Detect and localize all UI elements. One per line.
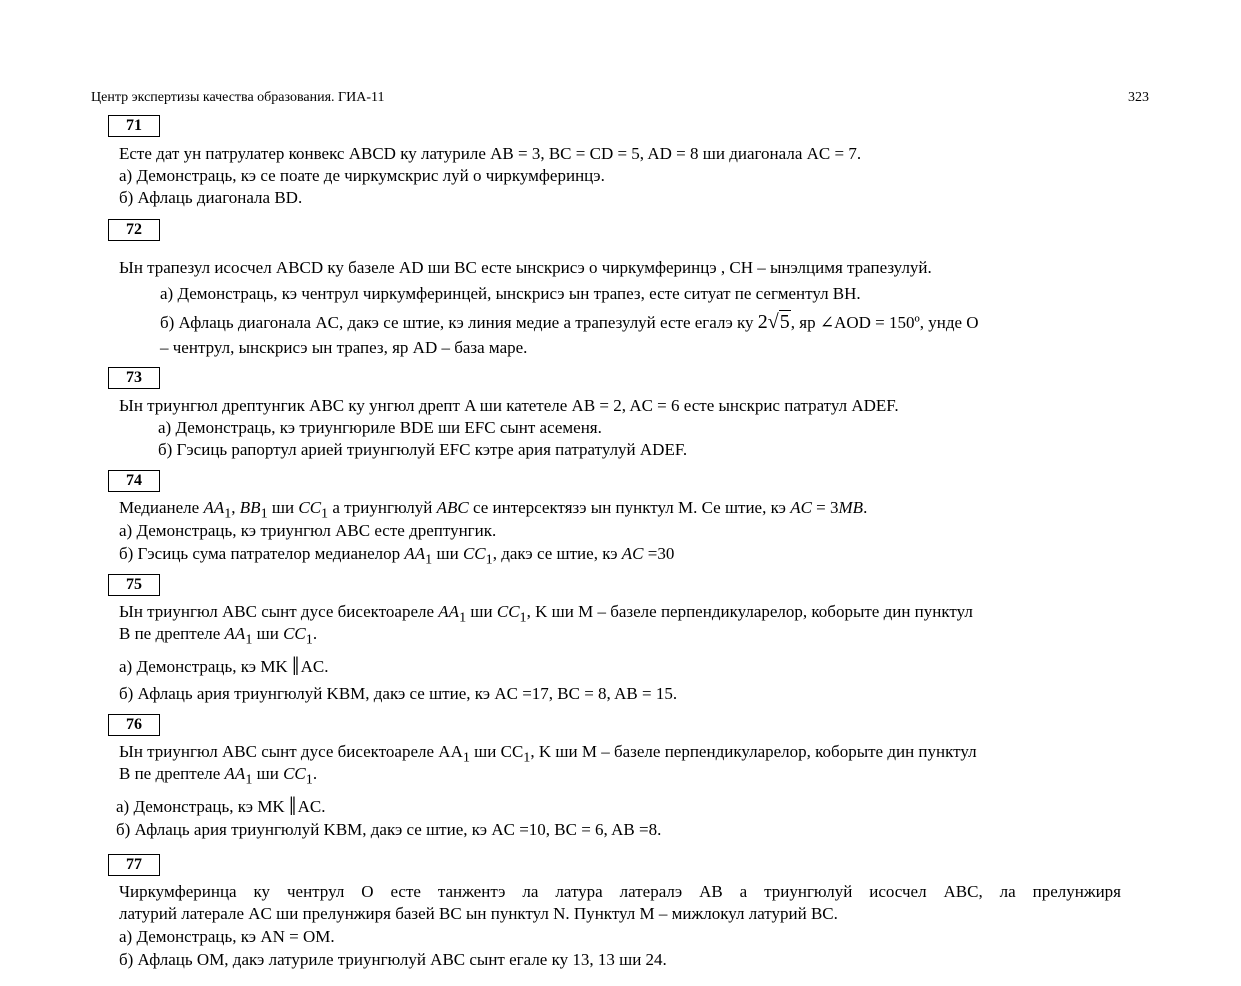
problem-part-b: б) Афлаць ария триунгюлуй KBM, дакэ се штие, кэ AC =10, BC = 6, AB =8. xyxy=(116,820,662,839)
problem-part-a: а) Демонстраць, кэ чентрул чиркумферинцей, ынскрисэ ын трапез, есте ситуат пе сегментул BH. xyxy=(160,284,861,303)
problem-part-b: б) Афлаць ария триунгюлуй KBM, дакэ се штие, кэ AC =17, BC = 8, AB = 15. xyxy=(119,684,678,703)
problem-text: Ын триунгюл дрептунгик ABC ку унгюл дрепт A ши катетеле AB = 2, AC = 6 есте ынскрис патратул ADEF. xyxy=(119,396,899,415)
problem-part-b: б) Афлаць диагонала AC, дакэ се штие, кэ линия медие а трапезулуй есте егалэ ку 2√5, яр ∠AOD = 150º, унде O xyxy=(160,311,979,333)
problem-part-b: б) Афлаць диагонала BD. xyxy=(119,188,303,207)
parallel-symbol: ‖ xyxy=(288,792,295,821)
problem-part-a: а) Демонстраць, кэ триунгюл ABC есте дрептунгик. xyxy=(119,521,497,540)
problem-part-a: а) Демонстраць, кэ триунгюриле BDE ши EFC сынт асеменя. xyxy=(158,418,602,437)
sqrt-expression: 2√5 xyxy=(757,311,790,333)
problem-part-a: а) Демонстраць, кэ се поате де чиркумскрис луй о чиркумферинцэ. xyxy=(119,166,605,185)
part-b-text: б) Афлаць диагонала AC, дакэ се штие, кэ линия медие а трапезулуй есте егалэ ку xyxy=(160,313,758,332)
problem-part-b: б) Афлаць OM, дакэ латуриле триунгюлуй ABC сынт егале ку 13, 13 ши 24. xyxy=(119,950,667,969)
problem-number: 77 xyxy=(108,854,160,876)
problem-text-cont: латурий латерале AC ши прелунжиря базей BC ын пунктул N. Пунктул M – мижлокул латурий BC. xyxy=(119,904,838,923)
problem-number: 73 xyxy=(108,367,160,389)
problem-text: Ын триунгюл ABC сынт дусе бисектоареле $AA_1$ ши $CC_1$, K ши M – базеле перпендикуларелор, коборыте дин пунктул xyxy=(119,742,977,766)
problem-number: 71 xyxy=(108,115,160,137)
problem-part-b: б) Гэсиць рапортул арией триунгюлуй EFC кэтре ария патратулуй ADEF. xyxy=(158,440,688,459)
page-number: 323 xyxy=(1128,90,1149,105)
problem-text: Чиркумферинца ку чентрул O есте танжентэ ла латура латералэ AB а триунгюлуй исосчел ABC, ла прелунжиря xyxy=(119,882,1121,901)
page-header xyxy=(91,90,1149,106)
problem-text: Ын трапезул исосчел ABCD ку базеле AD ши BC есте ынскрисэ о чиркумферинцэ , CH – ынэлцимя трапезулуй. xyxy=(119,258,932,277)
problem-text: Есте дат ун патрулатер конвекс ABCD ку латуриле AB = 3, BC = CD = 5, AD = 8 ши диагонала AC = 7. xyxy=(119,144,862,163)
parallel-symbol: ‖ xyxy=(291,652,298,681)
problem-number: 74 xyxy=(108,470,160,492)
problem-text: Ын триунгюл ABC сынт дусе бисектоареле $AA_1$ ши $CC_1$, K ши M – базеле перпендикуларелор, коборыте дин пунктул xyxy=(119,602,973,626)
problem-number: 76 xyxy=(108,714,160,736)
problem-part-b: б) Гэсиць сума патрателор медианелор $AA_1$ ши $CC_1$, дакэ се штие, кэ AC =30 xyxy=(119,544,675,568)
problem-number: 75 xyxy=(108,574,160,596)
problem-text-cont: B пе дрептеле $AA_1$ ши $CC_1$. xyxy=(119,764,318,788)
problem-text-cont: B пе дрептеле $AA_1$ ши $CC_1$. xyxy=(119,624,318,648)
problem-part-b-cont: – чентрул, ынскрисэ ын трапез, яр AD – база маре. xyxy=(160,338,528,357)
problem-text: Медианеле $AA_1$, $BB_1$ ши $CC_1$ а триунгюлуй ABC се интерсектязэ ын пунктул M. Се штие, кэ AC = 3MB. xyxy=(119,498,868,522)
problem-part-a: а) Демонстраць, кэ MK ‖ AC. xyxy=(116,792,326,821)
header-title: Центр экспертизы качества образования. ГИА-11 xyxy=(91,90,385,105)
problem-number: 72 xyxy=(108,219,160,241)
problem-part-a: а) Демонстраць, кэ AN = OM. xyxy=(119,927,335,946)
problem-part-a: а) Демонстраць, кэ MK ‖ AC. xyxy=(119,652,329,681)
